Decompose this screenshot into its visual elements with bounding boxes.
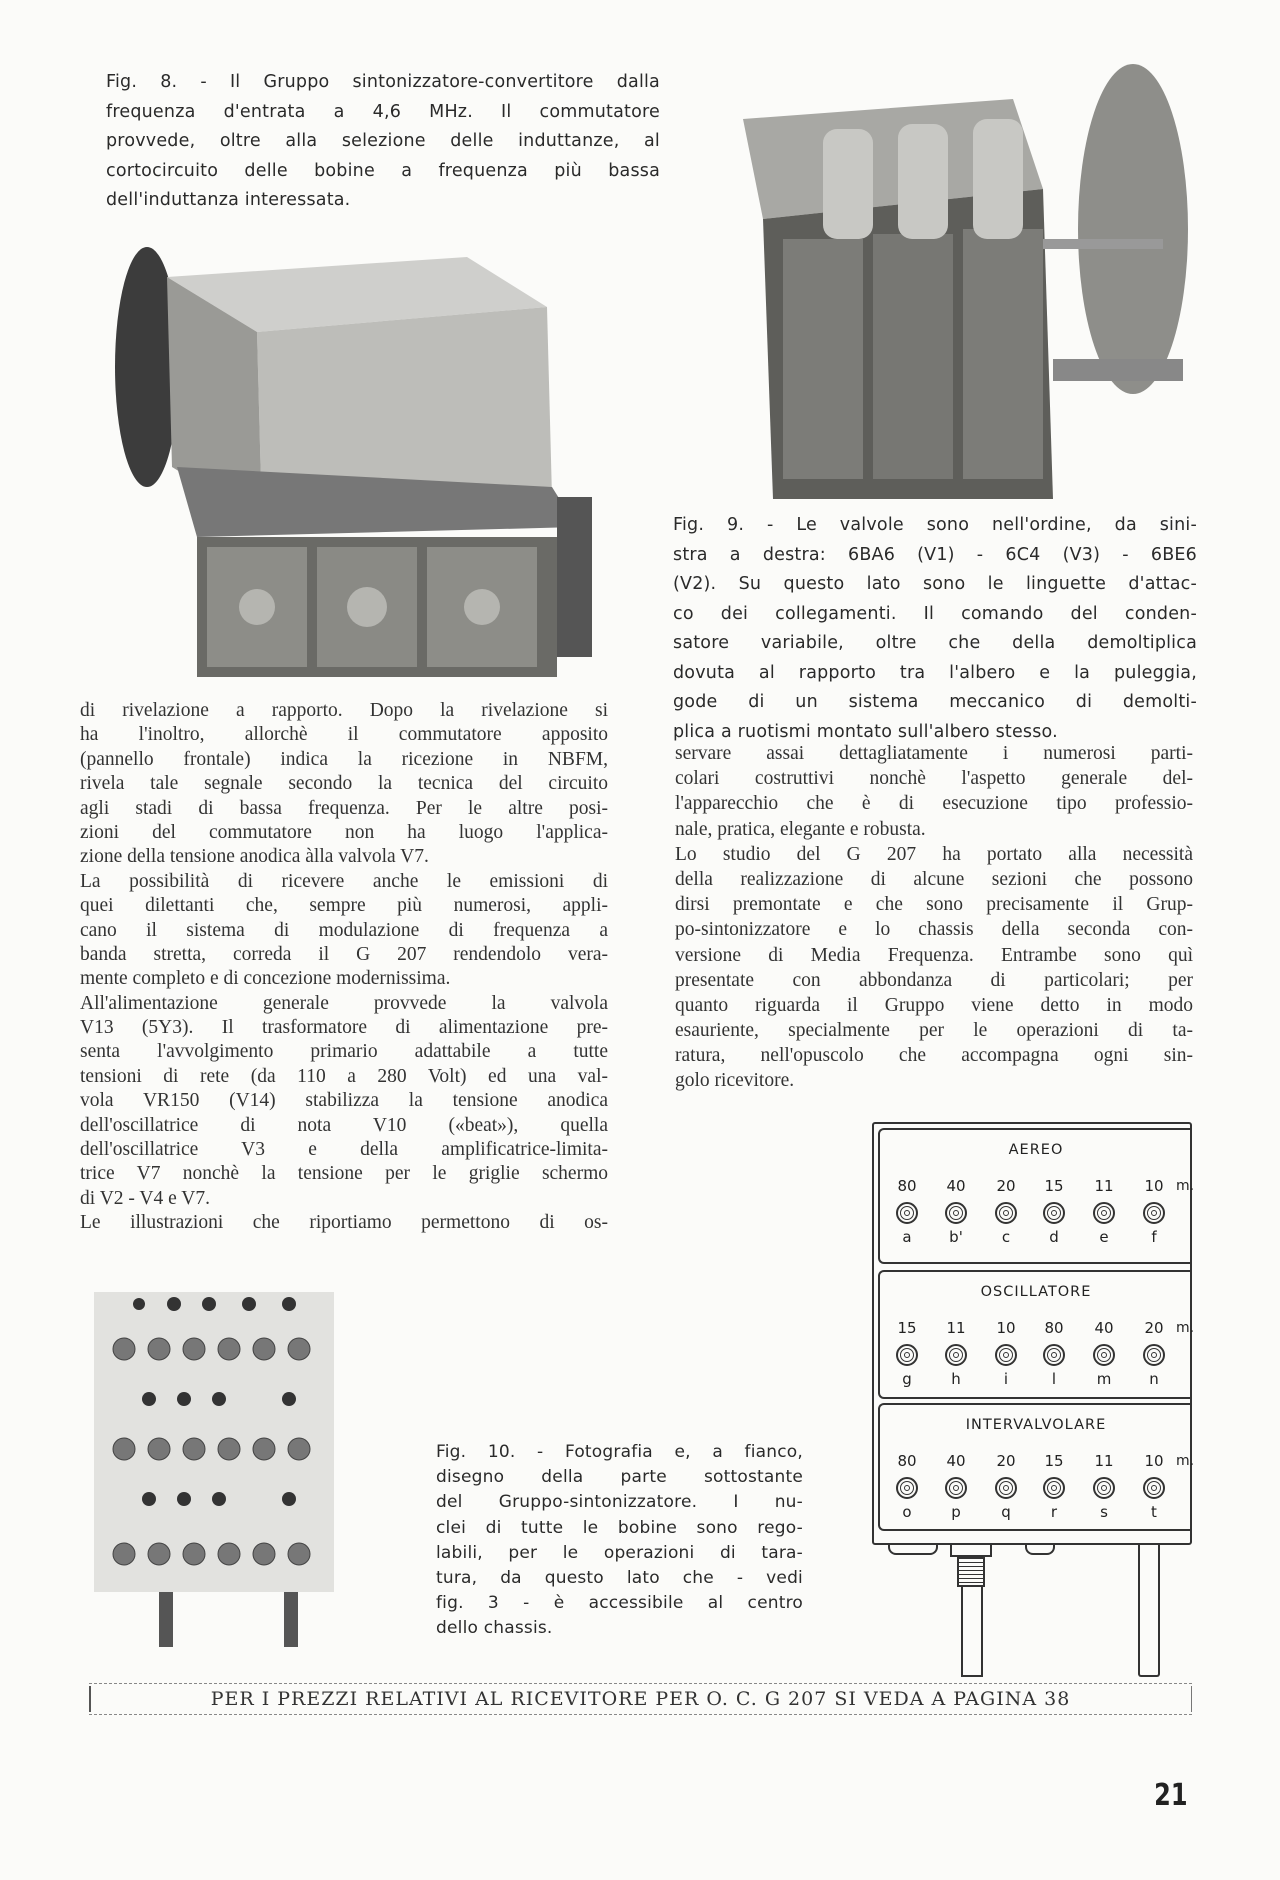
- text-line: colari costruttivi nonchè l'aspetto generale del-: [675, 768, 1193, 790]
- text-line: dell'oscillatrice di nota V10 («beat»), quella: [80, 1114, 608, 1136]
- section-title: OSCILLATORE: [980, 1284, 1092, 1300]
- caption-line: gode di un sistema meccanico di demolti-: [673, 692, 1197, 712]
- text-line: esauriente, specialmente per le operazioni di ta-: [675, 1020, 1193, 1042]
- caption-line: satore variabile, oltre che della demoltiplica: [673, 633, 1197, 653]
- coil-letter: t: [1151, 1503, 1157, 1521]
- coil-adjust-jack-icon: [995, 1344, 1017, 1366]
- coil-adjust-jack-icon: [1043, 1344, 1065, 1366]
- text-line: Lo studio del G 207 ha portato alla necessità: [675, 843, 1193, 865]
- coil-letter: l: [1051, 1370, 1057, 1388]
- unit-label: m.: [1176, 1178, 1195, 1194]
- coil-letter: f: [1151, 1228, 1157, 1246]
- text-line: l'apparecchio che è di esecuzione tipo professio-: [675, 793, 1193, 815]
- caption-line: dovuta al rapporto tra l'albero e la puleggia,: [673, 662, 1197, 683]
- band-label: 20: [996, 1177, 1016, 1195]
- caption-line: del Gruppo-sintonizzatore. I nu-: [436, 1492, 803, 1513]
- band-label: 80: [1044, 1319, 1064, 1337]
- text-line: ratura, nell'opuscolo che accompagna ogni sin-: [675, 1045, 1193, 1067]
- caption-line: provvede, oltre alla selezione delle induttanze, al: [106, 131, 660, 151]
- section-title: AEREO: [1008, 1142, 1064, 1158]
- text-line: nale, pratica, elegante e robusta.: [675, 818, 926, 840]
- coil-letter: a: [902, 1228, 912, 1246]
- text-line: di V2 - V4 e V7.: [80, 1187, 211, 1209]
- coil-adjust-jack-icon: [945, 1477, 967, 1499]
- band-label: 10: [1144, 1177, 1164, 1195]
- coil-adjust-jack-icon: [1143, 1477, 1165, 1499]
- band-label: 15: [897, 1319, 917, 1337]
- coil-letter: n: [1149, 1370, 1159, 1388]
- page-number: 21: [1154, 1778, 1188, 1813]
- text-line: V13 (5Y3). Il trasformatore di alimentazione pre-: [80, 1017, 608, 1039]
- fig9-photo-valves: [723, 59, 1198, 511]
- band-label: 10: [996, 1319, 1016, 1337]
- coil-adjust-jack-icon: [995, 1202, 1017, 1224]
- band-label: 11: [946, 1319, 966, 1337]
- diagram-section-oscillatore: [878, 1270, 1195, 1399]
- fig8-caption: [106, 68, 660, 216]
- coil-letter: h: [951, 1370, 961, 1388]
- coil-letter: o: [902, 1503, 912, 1521]
- text-line: quanto riguarda il Gruppo viene detto in modo: [675, 994, 1193, 1016]
- band-label: 20: [1144, 1319, 1164, 1337]
- coil-adjust-jack-icon: [1093, 1202, 1115, 1224]
- coil-adjust-jack-icon: [1093, 1344, 1115, 1366]
- band-label: 40: [1094, 1319, 1114, 1337]
- text-line: di rivelazione a rapporto. Dopo la rivelazione si: [80, 700, 608, 721]
- fig9-caption: [673, 511, 1197, 747]
- diagram-section-intervalvolare: [878, 1403, 1195, 1531]
- band-label: 40: [946, 1177, 966, 1195]
- text-line: senta l'avvolgimento primario adattabile a tutte: [80, 1041, 608, 1063]
- text-line: presentate con abbondanza di particolari; per: [675, 969, 1193, 991]
- caption-line: dello chassis.: [436, 1618, 553, 1639]
- coil-letter: d: [1049, 1228, 1059, 1246]
- text-line: trice V7 nonchè la tensione per le griglie schermo: [80, 1163, 608, 1185]
- text-line: della realizzazione di alcune sezioni che possono: [675, 868, 1193, 890]
- caption-line: clei di tutte le bobine sono rego-: [436, 1517, 803, 1538]
- coil-adjust-jack-icon: [896, 1202, 918, 1224]
- text-line: banda stretta, correda il G 207 rendendolo vera-: [80, 943, 608, 965]
- text-line: agli stadi di bassa frequenza. Per le altre posi-: [80, 797, 608, 819]
- coil-adjust-jack-icon: [945, 1344, 967, 1366]
- coil-letter: c: [1001, 1228, 1011, 1246]
- coil-panel-diagram: [872, 1122, 1195, 1545]
- coil-adjust-jack-icon: [995, 1477, 1017, 1499]
- text-line: po-sintonizzatore e lo chassis della seconda con-: [675, 919, 1193, 941]
- coil-letter: p: [951, 1503, 961, 1521]
- text-line: zione della tensione anodica àlla valvola V7.: [80, 846, 429, 868]
- caption-line: (V2). Su questo lato sono le linguette d'attac-: [673, 574, 1197, 594]
- section-title: INTERVALVOLARE: [965, 1417, 1107, 1433]
- caption-line: co dei collegamenti. Il comando del conden-: [673, 603, 1197, 624]
- text-line: zioni del commutatore non ha luogo l'applica-: [80, 821, 608, 843]
- unit-label: m.: [1176, 1453, 1195, 1469]
- band-label: 40: [946, 1452, 966, 1470]
- text-line: cano il sistema di modulazione di frequenza a: [80, 919, 608, 941]
- caption-line: labili, per le operazioni di tara-: [436, 1542, 803, 1563]
- text-line: mente completo e di concezione modernissima.: [80, 968, 451, 990]
- price-notice-banner: PER I PREZZI RELATIVI AL RICEVITORE PER O. C. G 207 SI VEDA A PAGINA 38: [89, 1683, 1192, 1715]
- coil-adjust-jack-icon: [1143, 1344, 1165, 1366]
- caption-line: plica a ruotismi montato sull'albero stesso.: [673, 721, 1058, 742]
- text-line: dirsi premontate e che sono precisamente il Grup-: [675, 894, 1193, 916]
- coil-letter: s: [1100, 1503, 1108, 1521]
- text-line: quei dilettanti che, sempre più numerosi, appli-: [80, 895, 608, 917]
- diagram-section-aereo: [878, 1128, 1195, 1264]
- caption-line: tura, da questo lato che - vedi: [436, 1567, 803, 1588]
- band-label: 15: [1044, 1452, 1064, 1470]
- text-line: golo ricevitore.: [675, 1070, 795, 1092]
- caption-line: frequenza d'entrata a 4,6 MHz. Il commutatore: [106, 101, 660, 122]
- text-line: La possibilità di ricevere anche le emissioni di: [80, 870, 608, 892]
- text-line: rivela tale segnale secondo la tecnica del circuito: [80, 773, 608, 795]
- fig8-photo-tuner-group: [107, 237, 602, 690]
- text-line: Le illustrazioni che riportiamo permettono di os-: [80, 1212, 608, 1234]
- coil-letter: q: [1001, 1503, 1011, 1521]
- text-line: ha l'inoltro, allorchè il commutatore apposito: [80, 724, 608, 746]
- diagram-leg: [1138, 1545, 1160, 1677]
- caption-line: Fig. 10. - Fotografia e, a fianco,: [436, 1442, 803, 1462]
- diagram-shaft-rod: [961, 1587, 983, 1677]
- coil-adjust-jack-icon: [896, 1477, 918, 1499]
- caption-line: dell'induttanza interessata.: [106, 190, 351, 210]
- left-column-text: [80, 699, 608, 1236]
- band-label: 11: [1094, 1452, 1114, 1470]
- text-line: servare assai dettagliatamente i numerosi parti-: [675, 743, 1193, 764]
- text-line: vola VR150 (V14) stabilizza la tensione anodica: [80, 1090, 608, 1112]
- fig10-caption: [436, 1440, 803, 1642]
- coil-adjust-jack-icon: [945, 1202, 967, 1224]
- band-label: 80: [897, 1452, 917, 1470]
- caption-line: cortocircuito delle bobine a frequenza più bassa: [106, 160, 660, 181]
- diagram-foot-left: [888, 1545, 938, 1555]
- coil-adjust-jack-icon: [896, 1344, 918, 1366]
- band-label: 10: [1144, 1452, 1164, 1470]
- band-label: 20: [996, 1452, 1016, 1470]
- diagram-shaft: [950, 1545, 992, 1557]
- caption-line: Fig. 8. - Il Gruppo sintonizzatore-convertitore dalla: [106, 72, 660, 92]
- diagram-foot-right: [1025, 1545, 1055, 1555]
- text-line: versione di Media Frequenza. Entrambe sono quì: [675, 944, 1193, 966]
- coil-letter: e: [1099, 1228, 1109, 1246]
- coil-adjust-jack-icon: [1143, 1202, 1165, 1224]
- text-line: dell'oscillatrice V3 e della amplificatrice-limita-: [80, 1139, 608, 1161]
- unit-label: m.: [1176, 1320, 1195, 1336]
- band-label: 15: [1044, 1177, 1064, 1195]
- coil-letter: r: [1050, 1503, 1058, 1521]
- coil-adjust-jack-icon: [1043, 1477, 1065, 1499]
- caption-line: stra a destra: 6BA6 (V1) - 6C4 (V3) - 6BE6: [673, 544, 1197, 565]
- coil-letter: b': [949, 1228, 963, 1246]
- text-line: tensioni di rete (da 110 a 280 Volt) ed una val-: [80, 1065, 608, 1087]
- coil-letter: i: [1003, 1370, 1009, 1388]
- text-line: (pannello frontale) indica la ricezione in NBFM,: [80, 748, 608, 770]
- caption-line: Fig. 9. - Le valvole sono nell'ordine, da sini-: [673, 515, 1197, 535]
- fig10-photo-underside: [89, 1274, 357, 1654]
- coil-adjust-jack-icon: [1043, 1202, 1065, 1224]
- coil-adjust-jack-icon: [1093, 1477, 1115, 1499]
- coil-letter: m: [1096, 1370, 1112, 1388]
- coil-letter: g: [902, 1370, 912, 1388]
- band-label: 11: [1094, 1177, 1114, 1195]
- text-line: All'alimentazione generale provvede la valvola: [80, 992, 608, 1014]
- diagram-shaft-thread: [957, 1557, 985, 1587]
- right-column-text: [675, 741, 1193, 1094]
- caption-line: fig. 3 - è accessibile al centro: [436, 1593, 803, 1614]
- caption-line: disegno della parte sottostante: [436, 1467, 803, 1488]
- band-label: 80: [897, 1177, 917, 1195]
